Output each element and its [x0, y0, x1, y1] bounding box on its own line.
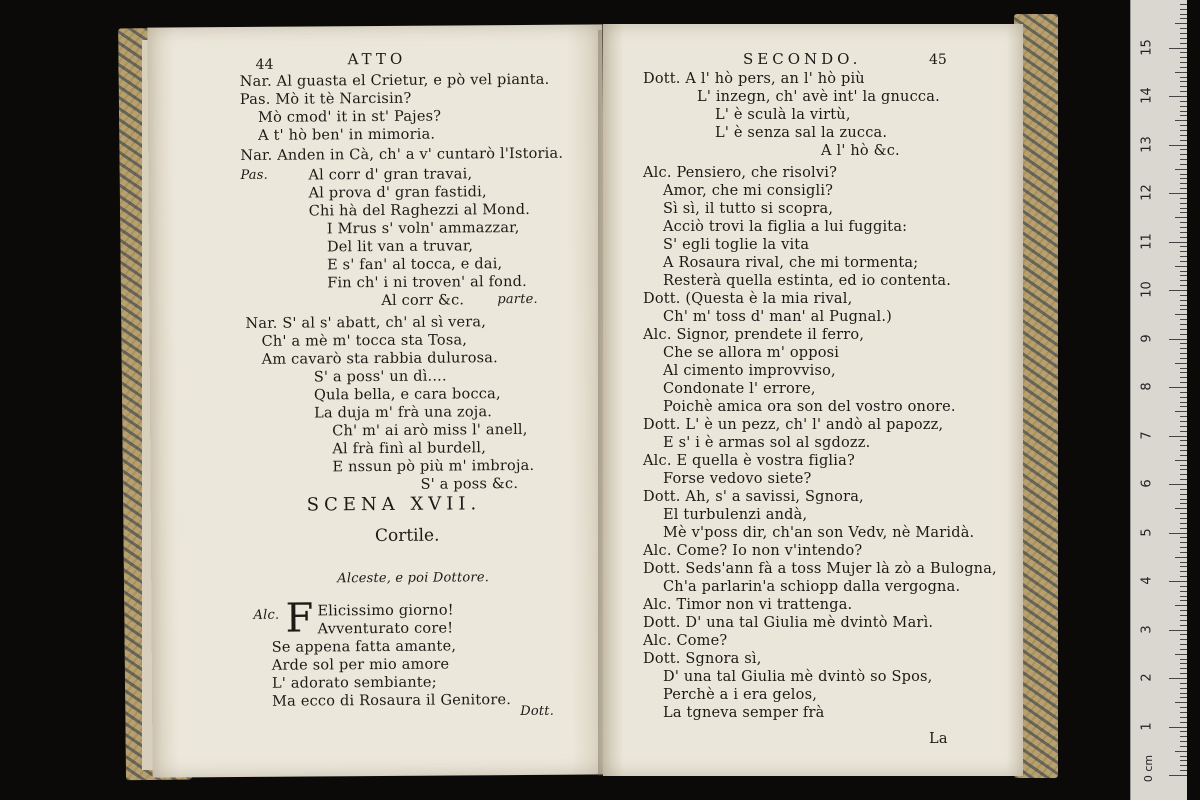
text-line: L' inzegn, ch' avè int' la gnucca. — [697, 89, 940, 105]
ruler-tick — [1180, 348, 1187, 349]
ruler-tick — [1175, 702, 1187, 703]
ruler-tick — [1169, 387, 1187, 388]
text-line: El turbulenzi andà, — [663, 507, 808, 523]
ruler-tick — [1180, 208, 1187, 209]
text-line: Al prova d' gran fastidi, — [308, 184, 487, 202]
ruler-number: 4 — [1139, 576, 1155, 585]
ruler-tick — [1175, 217, 1187, 218]
ruler-tick — [1180, 770, 1187, 771]
ruler-tick — [1180, 91, 1187, 92]
right-page — [603, 24, 1023, 776]
ruler-tick — [1180, 33, 1187, 34]
ruler-tick — [1180, 67, 1187, 68]
text-line: Dott. D' una tal Giulia mè dvintò Marì. — [643, 615, 934, 631]
text-line: Ch' m' ai arò miss l' anell, — [332, 421, 528, 440]
text-line: Poichè amica ora son del vostro onore. — [663, 399, 956, 415]
ruler-tick — [1175, 120, 1187, 121]
left-page — [147, 24, 607, 777]
text-line: Ch'a parlarin'a schiopp dalla vergogna. — [663, 579, 961, 595]
running-header: SECONDO. — [743, 50, 862, 68]
ruler-tick — [1180, 663, 1187, 664]
ruler-number: 12 — [1139, 184, 1155, 201]
ruler-tick — [1169, 290, 1187, 291]
ruler-tick — [1180, 552, 1187, 553]
text-line: Al corr d' gran travai, — [308, 166, 473, 184]
text-line: L' adorato sembiante; — [271, 674, 437, 692]
ruler-tick — [1175, 363, 1187, 364]
ruler-tick — [1180, 402, 1187, 403]
ruler-tick — [1169, 242, 1187, 243]
text-line: Acciò trovi la figlia a lui fuggita: — [663, 219, 908, 235]
ruler-tick — [1180, 421, 1187, 422]
text-line: A Rosaura rival, che mi tormenta; — [663, 255, 919, 271]
text-line: Mò cmod' it in st' Pajes? — [257, 108, 442, 126]
text-line: Al frà finì al burdell, — [332, 440, 487, 458]
ruler-tick — [1180, 57, 1187, 58]
ruler-tick — [1180, 285, 1187, 286]
ruler-tick — [1180, 368, 1187, 369]
ruler-tick — [1180, 392, 1187, 393]
ruler-tick — [1180, 639, 1187, 640]
ruler-tick — [1180, 416, 1187, 417]
ruler-tick — [1180, 731, 1187, 732]
ruler-number: 5 — [1139, 527, 1155, 537]
catchword: La — [929, 731, 948, 747]
ruler-tick — [1180, 154, 1187, 155]
ruler-tick — [1180, 479, 1187, 480]
ruler-tick — [1180, 52, 1187, 53]
ruler-tick — [1169, 678, 1187, 679]
ruler-tick — [1175, 557, 1187, 558]
text-line: Nar. Anden in Cà, ch' a v' cuntarò l'Istoria. — [240, 145, 564, 164]
ruler-tick — [1180, 445, 1187, 446]
ruler-number: 6 — [1139, 479, 1155, 488]
ruler-tick — [1180, 591, 1187, 592]
ruler-tick — [1180, 319, 1187, 320]
ruler-number: 7 — [1139, 430, 1155, 440]
ruler-tick — [1180, 106, 1187, 107]
ruler-tick — [1169, 436, 1187, 437]
ruler-tick — [1180, 542, 1187, 543]
text-line: Alc. E quella è vostra figlia? — [643, 453, 855, 469]
text-line: S' a poss &c. — [420, 476, 519, 493]
text-line: Dott. A l' hò pers, an l' hò più — [643, 71, 865, 87]
text-line: E nssun pò più m' imbroja. — [332, 457, 535, 476]
ruler-tick — [1180, 212, 1187, 213]
ruler-tick — [1180, 659, 1187, 660]
ruler-tick — [1180, 756, 1187, 757]
ruler-tick — [1180, 18, 1187, 19]
ruler-tick — [1180, 353, 1187, 354]
ruler-tick — [1180, 450, 1187, 451]
ruler-tick — [1180, 562, 1187, 563]
ruler-tick — [1180, 571, 1187, 572]
text-line: Al corr &c. — [381, 292, 465, 309]
ruler-tick — [1180, 683, 1187, 684]
ruler-tick — [1180, 149, 1187, 150]
ruler-number: 15 — [1139, 38, 1155, 56]
ruler-tick — [1180, 377, 1187, 378]
ruler-tick — [1175, 23, 1187, 24]
text-line: A l' hò &c. — [821, 143, 900, 159]
ruler-tick — [1180, 765, 1187, 766]
scene-characters: Alceste, e poi Dottore. — [337, 570, 490, 587]
ruler-tick — [1169, 775, 1187, 776]
text-line: Del lit van a truvar, — [326, 238, 474, 256]
text-line: Alc. Timor non vi trattenga. — [643, 597, 853, 613]
ruler-number: 13 — [1139, 135, 1155, 153]
ruler-tick — [1180, 649, 1187, 650]
text-line: Amor, che mi consigli? — [663, 183, 834, 199]
text-line: La tgneva semper frà — [663, 705, 825, 721]
ruler-tick — [1180, 547, 1187, 548]
text-line: L' è sculà la virtù, — [715, 107, 851, 123]
ruler-tick — [1180, 159, 1187, 160]
ruler-tick — [1180, 4, 1187, 5]
ruler-tick — [1175, 314, 1187, 315]
ruler-tick — [1180, 615, 1187, 616]
text-line: D' una tal Giulia mè dvintò so Spos, — [663, 669, 933, 685]
ruler-tick — [1180, 528, 1187, 529]
ruler-tick — [1180, 125, 1187, 126]
text-line: Nar. S' al s' abatt, ch' al sì vera, — [245, 314, 487, 332]
ruler-tick — [1180, 600, 1187, 601]
ruler-tick — [1180, 576, 1187, 577]
text-line: Al cimento improvviso, — [663, 363, 836, 379]
ruler-tick — [1180, 86, 1187, 87]
ruler-tick — [1169, 581, 1187, 582]
text-line: Fin ch' i ni troven' al fond. — [327, 273, 527, 292]
ruler-tick — [1180, 382, 1187, 383]
ruler-tick — [1180, 426, 1187, 427]
text-line: Arde sol per mio amore — [271, 656, 450, 674]
ruler-tick — [1180, 610, 1187, 611]
scene-title: SCENA XVII. — [306, 493, 482, 516]
ruler-tick — [1180, 693, 1187, 694]
ruler-tick — [1180, 280, 1187, 281]
text-line: Dott. Sgnora sì, — [643, 651, 762, 667]
ruler-tick — [1180, 406, 1187, 407]
ruler-tick — [1180, 256, 1187, 257]
ruler-tick — [1180, 469, 1187, 470]
ruler-number: 1 — [1139, 721, 1155, 731]
ruler-tick — [1169, 630, 1187, 631]
ruler-tick — [1180, 537, 1187, 538]
text-line: Resterà quella estinta, ed io contenta. — [663, 273, 952, 289]
ruler-tick — [1180, 343, 1187, 344]
text-line: Elicissimo giorno! — [317, 602, 454, 620]
ruler-tick — [1180, 324, 1187, 325]
ruler-tick — [1180, 237, 1187, 238]
text-line: Se appena fatta amante, — [271, 638, 457, 656]
ruler-tick — [1169, 193, 1187, 194]
ruler-tick — [1180, 523, 1187, 524]
text-line: Alc. Signor, prendete il ferro, — [643, 327, 865, 343]
text-line: S' a poss' un dì.... — [313, 368, 447, 386]
stage-direction: parte. — [497, 291, 538, 308]
ruler-tick — [1175, 654, 1187, 655]
ruler-tick — [1180, 130, 1187, 131]
ruler-number: 8 — [1139, 382, 1155, 391]
text-line: Dott. Ah, s' a savissi, Sgnora, — [643, 489, 864, 505]
ruler-tick — [1180, 9, 1187, 10]
ruler-tick — [1180, 634, 1187, 635]
ruler-tick — [1180, 198, 1187, 199]
ruler-tick — [1169, 533, 1187, 534]
text-line: Alc. Pensiero, che risolvi? — [643, 165, 838, 181]
ruler-tick — [1180, 271, 1187, 272]
text-line: Alc. Come? Io non v'intendo? — [643, 543, 863, 559]
ruler-tick — [1175, 411, 1187, 412]
ruler-tick — [1180, 183, 1187, 184]
running-header: ATTO — [347, 49, 407, 69]
ruler-tick — [1175, 169, 1187, 170]
ruler-tick — [1180, 474, 1187, 475]
ruler-tick — [1180, 329, 1187, 330]
ruler-tick — [1180, 736, 1187, 737]
catchword: Dott. — [520, 703, 555, 720]
ruler-tick — [1175, 72, 1187, 73]
ruler-tick — [1180, 712, 1187, 713]
ruler-number: 11 — [1139, 232, 1155, 250]
text-line: Perchè a i era gelos, — [663, 687, 818, 703]
ruler-tick — [1180, 673, 1187, 674]
ruler-tick — [1180, 232, 1187, 233]
ruler-tick — [1180, 164, 1187, 165]
ruler-tick — [1180, 111, 1187, 112]
ruler-tick — [1180, 174, 1187, 175]
text-line: Forse vedovo siete? — [663, 471, 812, 487]
text-line: Ch' a mè m' tocca sta Tosa, — [261, 332, 468, 350]
ruler-tick — [1180, 499, 1187, 500]
text-line: S' egli toglie la vita — [663, 237, 810, 253]
ruler-tick — [1180, 596, 1187, 597]
ruler-tick — [1175, 508, 1187, 509]
ruler-tick — [1169, 339, 1187, 340]
ruler-number: 2 — [1139, 673, 1155, 682]
text-line: Am cavarò sta rabbia dulurosa. — [261, 350, 498, 368]
ruler-tick — [1180, 358, 1187, 359]
ruler-tick — [1175, 460, 1187, 461]
ruler-tick — [1169, 484, 1187, 485]
ruler-tick — [1180, 465, 1187, 466]
text-line: Condonate l' errore, — [663, 381, 816, 397]
text-line: Sì sì, il tutto si scopra, — [663, 201, 834, 217]
ruler-tick — [1180, 295, 1187, 296]
ruler-tick — [1180, 14, 1187, 15]
ruler-tick — [1180, 489, 1187, 490]
page-number: 44 — [255, 56, 274, 73]
ruler-tick — [1169, 48, 1187, 49]
ruler-tick — [1180, 334, 1187, 335]
text-line: Mè v'poss dir, ch'an son Vedv, nè Maridà. — [663, 525, 975, 541]
ruler-tick — [1180, 518, 1187, 519]
ruler-tick — [1169, 727, 1187, 728]
ruler-tick — [1180, 309, 1187, 310]
ruler-tick — [1180, 203, 1187, 204]
ruler-tick — [1180, 455, 1187, 456]
ruler-tick — [1180, 741, 1187, 742]
text-line: E s' i è armas sol al sgdozz. — [663, 435, 871, 451]
page-number: 45 — [929, 52, 947, 68]
ruler-tick — [1180, 503, 1187, 504]
ruler-tick — [1180, 697, 1187, 698]
ruler-tick — [1180, 620, 1187, 621]
ruler-tick — [1180, 644, 1187, 645]
ruler-unit: 0 cm — [1142, 754, 1156, 783]
ruler-tick — [1180, 688, 1187, 689]
ruler-tick — [1180, 135, 1187, 136]
ruler-tick — [1180, 140, 1187, 141]
text-line: Pas. Mò it tè Narcisin? — [239, 90, 412, 108]
ruler-tick — [1180, 668, 1187, 669]
ruler-tick — [1180, 261, 1187, 262]
text-line: Avventurato core! — [317, 620, 454, 638]
ruler-tick — [1180, 746, 1187, 747]
ruler-tick — [1180, 586, 1187, 587]
ruler-tick — [1180, 28, 1187, 29]
ruler-tick — [1180, 251, 1187, 252]
ruler-number: 14 — [1139, 87, 1155, 104]
ruler-tick — [1180, 62, 1187, 63]
ruler-tick — [1175, 266, 1187, 267]
ruler-tick — [1180, 227, 1187, 228]
ruler-tick — [1180, 625, 1187, 626]
ruler-tick — [1180, 300, 1187, 301]
ruler-tick — [1180, 101, 1187, 102]
ruler-number: 9 — [1139, 333, 1155, 343]
ruler-tick — [1180, 717, 1187, 718]
ruler-tick — [1180, 372, 1187, 373]
text-line: Dott. L' è un pezz, ch' l' andò al papozz, — [643, 417, 944, 433]
ruler-tick — [1180, 513, 1187, 514]
text-line: Dott. (Questa è la mia rival, — [643, 291, 853, 307]
measurement-ruler — [1130, 0, 1187, 800]
text-line: A t' hò ben' in mimoria. — [258, 126, 436, 144]
text-line: I Mrus s' voln' ammazzar, — [326, 220, 520, 238]
ruler-tick — [1180, 440, 1187, 441]
text-line: Che se allora m' opposi — [663, 345, 840, 361]
ruler-number: 10 — [1139, 281, 1155, 298]
ruler-tick — [1180, 431, 1187, 432]
text-line: Qula bella, e cara bocca, — [313, 386, 501, 404]
speaker-label: Alc. — [253, 607, 280, 623]
ruler-tick — [1180, 760, 1187, 761]
ruler-tick — [1180, 77, 1187, 78]
text-line: Alc. Come? — [643, 633, 728, 649]
ruler-tick — [1180, 722, 1187, 723]
ruler-tick — [1175, 605, 1187, 606]
ruler-tick — [1180, 494, 1187, 495]
ruler-tick — [1180, 246, 1187, 247]
text-line: Ch' m' toss d' man' al Pugnal.) — [663, 309, 892, 325]
ruler-tick — [1180, 43, 1187, 44]
text-line: La duja m' frà una zoja. — [314, 404, 493, 422]
ruler-tick — [1180, 566, 1187, 567]
ruler-tick — [1169, 145, 1187, 146]
ruler-tick — [1180, 178, 1187, 179]
ruler-tick — [1180, 115, 1187, 116]
ruler-tick — [1180, 707, 1187, 708]
ruler-tick — [1175, 751, 1187, 752]
text-line: Dott. Seds'ann fà a toss Mujer là zò a Bulogna, — [643, 561, 997, 577]
ruler-tick — [1180, 305, 1187, 306]
text-line: E s' fan' al tocca, e dai, — [326, 256, 503, 274]
speaker-label: Pas. — [240, 167, 269, 183]
ruler-tick — [1180, 188, 1187, 189]
scene-place: Cortile. — [374, 525, 440, 547]
text-line: Chi hà del Raghezzi al Mond. — [308, 201, 531, 220]
ruler-tick — [1169, 96, 1187, 97]
ruler-number: 3 — [1139, 624, 1155, 634]
ruler-tick — [1180, 38, 1187, 39]
ruler-tick — [1180, 81, 1187, 82]
drop-capital: F — [285, 595, 314, 642]
text-line: Nar. Al guasta el Crietur, e pò vel pianta. — [239, 71, 550, 90]
ruler-tick — [1180, 397, 1187, 398]
ruler-tick — [1180, 222, 1187, 223]
text-line: L' è senza sal la zucca. — [715, 125, 888, 141]
text-line: Ma ecco di Rosaura il Genitore. — [272, 692, 512, 710]
ruler-tick — [1180, 275, 1187, 276]
